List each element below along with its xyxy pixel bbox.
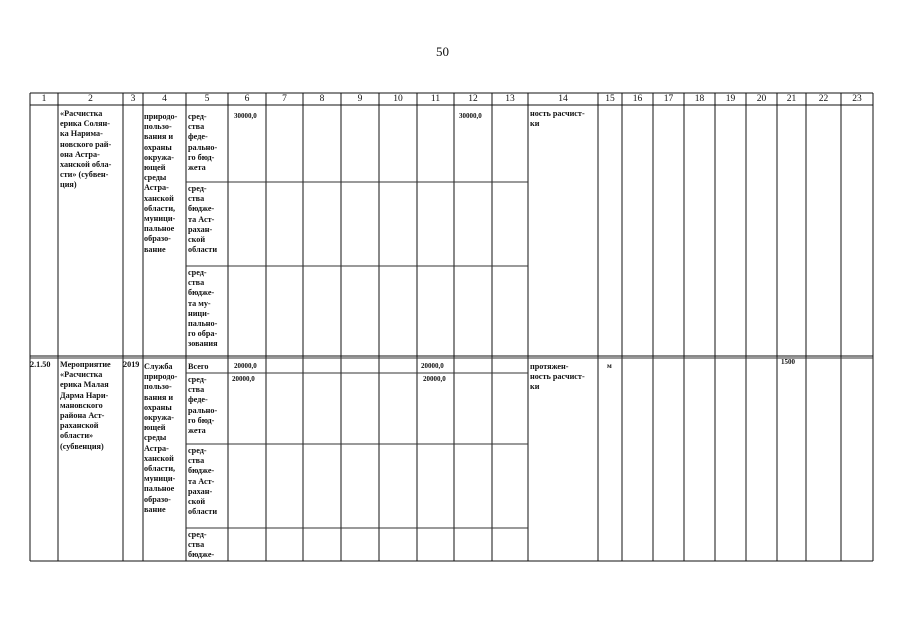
- header-cell: 10: [393, 94, 403, 104]
- row2-executor: Служба природо- пользо- вания и охраны окружа- ющей среды Астра- ханской области, муници- пальное образо- вание: [144, 362, 178, 514]
- row2-col21-value: 1500: [781, 358, 795, 366]
- header-cell: 11: [430, 94, 441, 104]
- header-cell: 23: [852, 94, 862, 104]
- header-cell: 19: [725, 94, 736, 104]
- header-cell: 18: [694, 94, 705, 104]
- header-cell: 5: [204, 94, 210, 104]
- row1-source-municipal: сред- ства бюдже- та му- ници- пально- го обра- зования: [188, 268, 218, 349]
- row2-col11-federal: 20000,0: [423, 375, 446, 383]
- row1-source-federal: сред- ства феде- рально- го бюд- жета: [188, 112, 218, 173]
- row2-unit: м: [607, 362, 612, 370]
- row2-source-other: сред- ства бюдже-: [188, 530, 215, 560]
- row2-col6-total: 20000,0: [234, 362, 257, 370]
- header-cell: 4: [162, 94, 167, 104]
- header-cell: 7: [282, 94, 287, 104]
- page-number: 50: [436, 44, 449, 59]
- header-cell: 21: [786, 94, 797, 104]
- row1-source-regional: сред- ства бюдже- та Аст- рахан- ской области: [188, 184, 218, 255]
- row2-source-federal: сред- ства феде- рально- го бюд- жета: [188, 375, 218, 436]
- header-cell: 14: [558, 94, 568, 104]
- row2-col6-federal: 20000,0: [232, 375, 255, 383]
- header-cell: 12: [468, 94, 478, 104]
- header-cell: 13: [505, 94, 515, 104]
- header-cell: 16: [632, 94, 643, 104]
- header-cell: 22: [818, 94, 829, 104]
- row2-number: 2.1.50: [30, 360, 51, 369]
- row1-col6-value: 30000,0: [234, 112, 257, 120]
- header-cell: 2: [88, 94, 93, 104]
- row2-source-regional: сред- ства бюдже- та Аст- рахан- ской области: [188, 446, 218, 517]
- header-cell: 6: [244, 94, 250, 104]
- header-cell: 9: [357, 94, 363, 104]
- row1-executor: природо- пользо- вания и охраны окружа- ющей среды Астра- ханской области, муници- пальное образо- вание: [144, 112, 178, 254]
- row2-col11-total: 20000,0: [421, 362, 444, 370]
- header-cell: 20: [756, 94, 767, 104]
- header-cell: 3: [130, 94, 136, 104]
- row2-source-total: Всего: [188, 362, 209, 371]
- row2-name: Мероприятие «Расчистка ерика Малая Дарма Нари- мановского района Аст- раханской области» (субвенция): [60, 360, 111, 451]
- row2-indicator: протяжен- ность расчист- ки: [530, 362, 585, 392]
- header-cell: 17: [663, 94, 674, 104]
- row2-year: 2019: [123, 360, 140, 369]
- header-cell: 8: [319, 94, 325, 104]
- row1-indicator: ность расчист- ки: [530, 109, 585, 129]
- row1-name: «Расчистка ерика Солян- ка Нарима- новского рай- она Астра- ханской обла- сти» (субвен- ция): [60, 109, 112, 190]
- header-cell: 1: [41, 94, 47, 104]
- row1-col12-value: 30000,0: [459, 112, 482, 120]
- header-cell: 15: [605, 94, 615, 104]
